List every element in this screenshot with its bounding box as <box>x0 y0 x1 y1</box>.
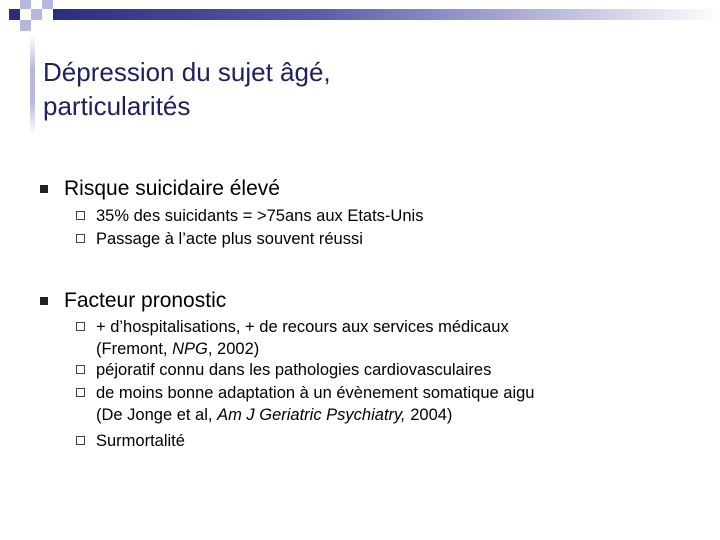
citation-prefix: (Fremont, <box>96 340 173 358</box>
hollow-square-bullet-icon <box>76 388 85 397</box>
square-bullet-icon <box>40 297 48 305</box>
sub-bullet-text: 35% des suicidants = >75ans aux Etats-Unis <box>96 207 424 225</box>
corner-square <box>9 9 20 20</box>
square-bullet-icon <box>40 185 48 193</box>
corner-square <box>42 0 53 9</box>
citation-suffix: 2004) <box>405 406 453 424</box>
citation-suffix: , 2002) <box>207 340 260 358</box>
sub-bullet-citation <box>96 338 259 360</box>
citation-journal: Am J Geriatric Psychiatry, <box>217 406 406 424</box>
slide-title <box>43 55 683 123</box>
sub-bullet-text: Surmortalité <box>96 432 185 450</box>
bullet-heading: Risque suicidaire élevé <box>64 177 280 200</box>
hollow-square-bullet-icon <box>76 365 85 374</box>
sub-bullet-text: + d’hospitalisations, + de recours aux services médicaux <box>96 318 509 336</box>
title-accent-bar <box>30 35 35 135</box>
corner-square <box>20 20 31 31</box>
sub-bullet-text: Passage à l’acte plus souvent réussi <box>96 230 363 248</box>
hollow-square-bullet-icon <box>76 322 85 331</box>
citation-prefix: (De Jonge et al, <box>96 406 218 424</box>
hollow-square-bullet-icon <box>76 234 85 243</box>
hollow-square-bullet-icon <box>76 436 85 445</box>
corner-square <box>20 0 31 9</box>
top-gradient-bar <box>53 9 720 20</box>
bullet-heading: Facteur pronostic <box>64 289 227 312</box>
corner-square <box>31 9 42 20</box>
slide-title-line-1: Dépression du sujet âgé, <box>43 57 331 87</box>
sub-bullet-text: de moins bonne adaptation à un évènement somatique aigu <box>96 384 535 402</box>
slide-title-line-2: particularités <box>43 91 191 121</box>
sub-bullet-citation <box>96 404 452 426</box>
citation-journal: NPG <box>172 340 208 358</box>
hollow-square-bullet-icon <box>76 211 85 220</box>
sub-bullet-text: péjoratif connu dans les pathologies cardiovasculaires <box>96 361 492 379</box>
